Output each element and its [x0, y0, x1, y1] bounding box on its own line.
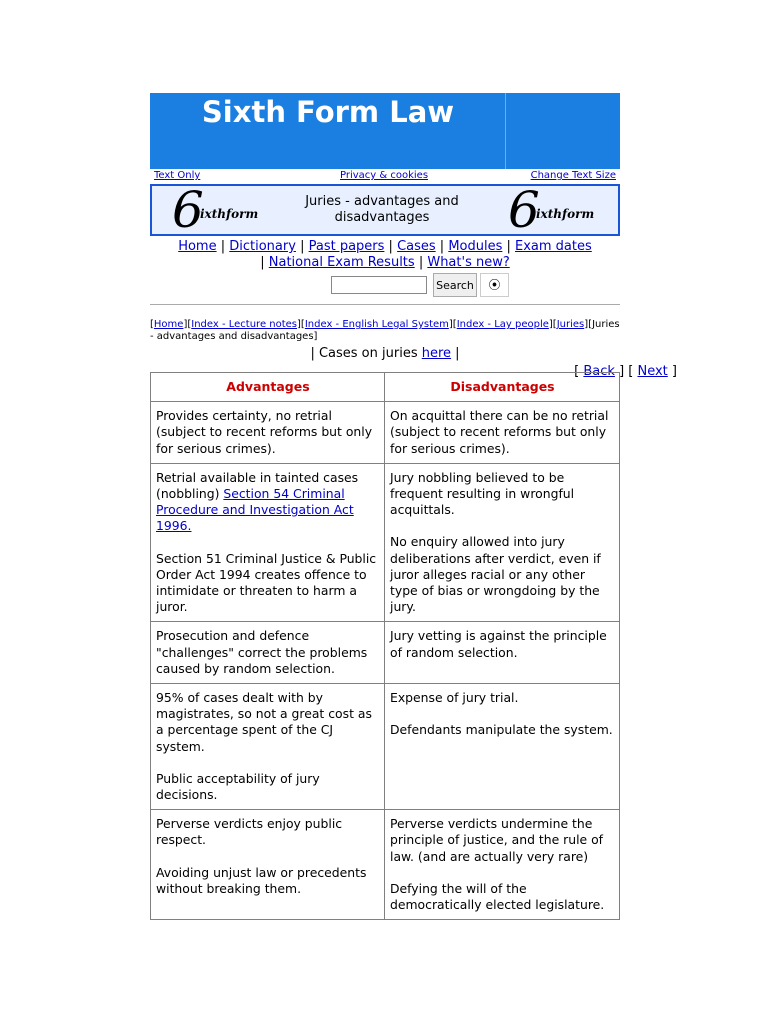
cases-line	[150, 346, 620, 362]
top-links	[150, 169, 620, 182]
nav-national-exam-results[interactable]: National Exam Results	[268, 255, 415, 270]
nav-whats-new[interactable]: What's new?	[427, 255, 510, 270]
back-link[interactable]: Back	[583, 364, 615, 379]
search-input[interactable]	[331, 276, 427, 294]
cell-text: No enquiry allowed into jury deliberations after verdict, even if juror alleges racial or any other type of bias or wrongdoing by the jury.	[390, 534, 601, 615]
divider	[150, 304, 620, 305]
table-row	[151, 684, 620, 810]
table-row	[151, 463, 620, 622]
advantages-header: Advantages	[151, 373, 385, 402]
cell-text: Expense of jury trial.	[390, 690, 519, 706]
table-header-row	[151, 373, 620, 402]
breadcrumb: [Home][Index - Lecture notes][Index - English Legal System][Index - Lay people][Juries][Juries - advantages and disadvantages]	[150, 319, 620, 342]
cell-text: Defendants manipulate the system.	[390, 722, 613, 738]
nav-dictionary[interactable]: Dictionary	[229, 239, 296, 254]
next-link[interactable]: Next	[637, 364, 668, 379]
table-row	[151, 622, 620, 684]
cases-prefix: | Cases on juries	[310, 346, 422, 361]
logo-word: ixthform	[536, 207, 595, 221]
page-wrapper	[150, 93, 677, 380]
disadvantages-header: Disadvantages	[385, 373, 620, 402]
page-banner	[150, 181, 620, 239]
cell-text: Prosecution and defence "challenges" correct the problems caused by random selection.	[156, 628, 368, 676]
cell-text: Public acceptability of jury decisions.	[156, 770, 320, 803]
site-header	[150, 93, 620, 169]
sixthform-logo-left	[172, 181, 262, 239]
juries-table	[150, 372, 620, 920]
table-row	[151, 402, 620, 464]
pager: [ Back ] [ Next ]	[574, 364, 677, 379]
cell-text: Jury nobbling believed to be frequent resulting in wrongful acquittals.	[390, 469, 575, 518]
cell-text: Perverse verdicts enjoy public respect.	[156, 816, 343, 848]
disadvantage-cell	[385, 402, 620, 464]
cell-text: Section 51 Criminal Justice & Public Order Act 1994 creates offence to intimidate or threaten to harm a juror.	[156, 550, 377, 615]
advantage-cell	[151, 463, 385, 622]
advantage-cell	[151, 622, 385, 684]
search-button[interactable]: Search	[433, 273, 477, 297]
breadcrumb-english-legal-system[interactable]: Index - English Legal System	[304, 319, 449, 330]
main-nav: Home | Dictionary | Past papers | Cases | Modules | Exam dates | National Exam Results | What's new?	[178, 239, 592, 270]
nav-exam-dates[interactable]: Exam dates	[515, 239, 592, 254]
breadcrumb-current: Juries - advantages and disadvantages	[150, 319, 620, 342]
logo-digit: 6	[172, 181, 204, 239]
search-bar	[150, 273, 620, 297]
breadcrumb-juries[interactable]: Juries	[556, 319, 585, 330]
site-title: Sixth Form Law	[201, 95, 455, 129]
disadvantage-cell	[385, 622, 620, 684]
sixthform-logo-right	[508, 181, 598, 239]
text-only-link[interactable]: Text Only	[154, 170, 201, 181]
logo-digit: 6	[508, 181, 540, 239]
search-radio[interactable]: ⦿	[480, 273, 509, 297]
disadvantage-cell	[385, 810, 620, 920]
nav-modules[interactable]: Modules	[448, 239, 503, 254]
cases-suffix: |	[451, 346, 460, 361]
advantage-cell	[151, 810, 385, 920]
breadcrumb-lay-people[interactable]: Index - Lay people	[456, 319, 549, 330]
change-text-size-link[interactable]: Change Text Size	[530, 170, 616, 181]
logo-word: ixthform	[200, 207, 259, 221]
nav-home[interactable]: Home	[178, 239, 217, 254]
cell-text: Defying the will of the democratically elected legislature.	[390, 880, 605, 913]
advantage-cell	[151, 402, 385, 464]
privacy-cookies-link[interactable]: Privacy & cookies	[340, 170, 429, 181]
header-divider	[505, 93, 506, 169]
table-row	[151, 810, 620, 920]
cell-text: Provides certainty, no retrial (subject to recent reforms but only for serious crimes).	[156, 408, 373, 456]
disadvantage-cell	[385, 684, 620, 810]
advantage-cell	[151, 684, 385, 810]
cell-text: Avoiding unjust law or precedents without breaking them.	[156, 864, 367, 896]
cell-text: 95% of cases dealt with by magistrates, so not a great cost as a percentage spent of the CJ system.	[156, 690, 372, 754]
page-title: Juries - advantages and disadvantages	[305, 194, 459, 225]
cell-text: Jury vetting is against the principle of random selection.	[390, 628, 607, 660]
breadcrumb-lecture-notes[interactable]: Index - Lecture notes	[191, 319, 298, 330]
nav-past-papers[interactable]: Past papers	[308, 239, 385, 254]
cell-text: Retrial available in tainted cases (nobbling)	[156, 469, 359, 502]
breadcrumb-home[interactable]: Home	[153, 319, 184, 330]
cell-text: Perverse verdicts undermine the principle of justice, and the rule of law. (and are actually very rare)	[390, 816, 604, 864]
section-54-link[interactable]: Section 54 Criminal Procedure and Investigation Act 1996.	[156, 486, 354, 534]
disadvantage-cell	[385, 463, 620, 622]
cases-here-link[interactable]: here	[421, 346, 452, 361]
nav-cases[interactable]: Cases	[397, 239, 436, 254]
cell-text: On acquittal there can be no retrial (subject to recent reforms but only for serious crimes).	[390, 408, 609, 456]
